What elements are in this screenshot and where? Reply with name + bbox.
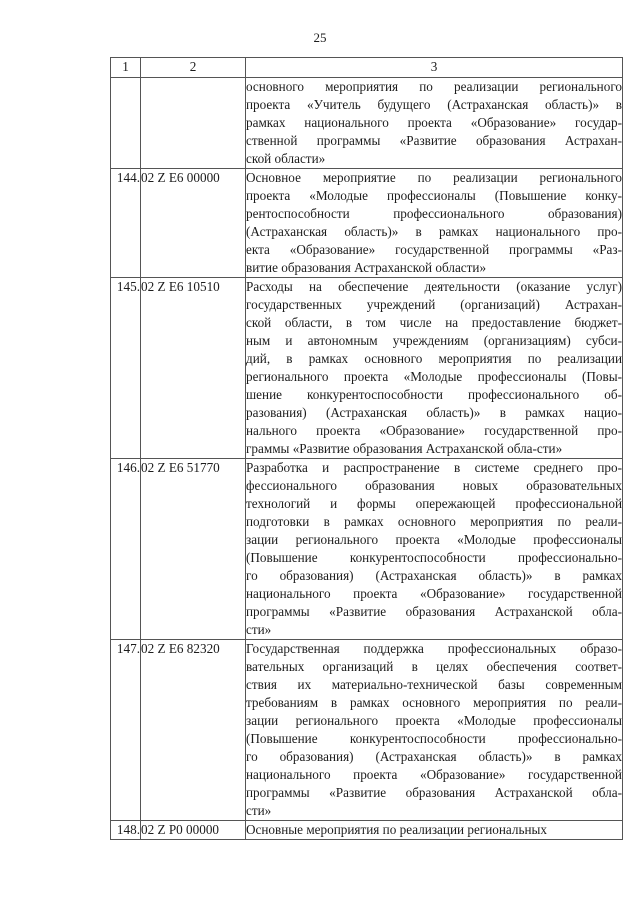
expense-description (246, 78, 623, 169)
table-row (111, 169, 623, 278)
row-number: 148. (111, 821, 141, 840)
classification-code: 02 Z E6 00000 (141, 169, 246, 278)
description-line: рамках национального проекта «Образование» государ- (246, 115, 622, 130)
classification-code: 02 Z E6 10510 (141, 278, 246, 459)
description-line: требованиям в рамках основного мероприятия по реали- (246, 695, 622, 710)
table-body (111, 78, 623, 840)
classification-code: 02 Z E6 51770 (141, 459, 246, 640)
description-line: сти» (246, 622, 272, 637)
description-line: национального проекта «Образование» государственной (246, 767, 622, 782)
description-line: витие образования Астраханской области» (246, 260, 487, 275)
description-line: ской области» (246, 151, 326, 166)
description-line: проекта «Молодые профессионалы (Повышение конку- (246, 188, 622, 203)
description-line: (Повышение конкурентоспособности профессионально- (246, 550, 622, 565)
column-header-1: 1 (111, 58, 141, 78)
description-line: вательных организаций в целях обеспечения соответ- (246, 659, 622, 674)
column-header-2: 2 (141, 58, 246, 78)
description-line: шение конкурентоспособности профессионального об- (246, 387, 622, 402)
row-number: 146. (111, 459, 141, 640)
expense-description (246, 278, 623, 459)
description-line: программы «Развитие образования Астраханской обла- (246, 785, 622, 800)
row-number: 144. (111, 169, 141, 278)
expense-description (246, 821, 623, 840)
classification-code: 02 Z E6 82320 (141, 640, 246, 821)
description-line: ственной программы «Развитие образования Астрахан- (246, 133, 622, 148)
description-line: (Повышение конкурентоспособности профессионально- (246, 731, 622, 746)
table-row (111, 78, 623, 169)
description-line: (Астраханская область)» в рамках национального про- (246, 224, 622, 239)
row-number: 147. (111, 640, 141, 821)
expense-description (246, 169, 623, 278)
description-line: Основное мероприятие по реализации регионального (246, 170, 622, 185)
description-line: подготовки в рамках основного мероприятия по реали- (246, 514, 622, 529)
description-line: Государственная поддержка профессиональных образо- (246, 641, 622, 656)
description-line: дий, в рамках основного мероприятия по реализации (246, 351, 622, 366)
description-line: граммы «Развитие образования Астраханской обла-сти» (246, 441, 563, 456)
page-number: 25 (313, 30, 327, 45)
description-line: разования) (Астраханская область)» в рамках нацио- (246, 405, 622, 420)
description-line: фессионального образования новых образовательных (246, 478, 622, 493)
description-line: регионального проекта «Молодые профессионалы (Повы- (246, 369, 622, 384)
description-line: зации регионального проекта «Молодые профессионалы (246, 532, 622, 547)
classification-code: 02 Z P0 00000 (141, 821, 246, 840)
budget-classification-table (110, 57, 623, 840)
row-number (111, 78, 141, 169)
classification-code (141, 78, 246, 169)
description-line: ствия их материально-технической базы современным (246, 677, 622, 692)
expense-description (246, 640, 623, 821)
description-line: проекта «Учитель будущего (Астраханская область)» в (246, 97, 622, 112)
description-line: Основные мероприятия по реализации региональных (246, 822, 548, 837)
table-row (111, 821, 623, 840)
description-line: Расходы на обеспечение деятельности (оказание услуг) (246, 279, 622, 294)
table-row (111, 640, 623, 821)
table-row (111, 278, 623, 459)
description-line: го образования) (Астраханская область)» в рамках (246, 749, 622, 764)
column-header-3: 3 (246, 58, 623, 78)
description-line: технологий и формы опережающей профессиональной (246, 496, 622, 511)
description-line: государственных учреждений (организаций) Астрахан- (246, 297, 622, 312)
description-line: основного мероприятия по реализации регионального (246, 79, 622, 94)
table-row (111, 459, 623, 640)
row-number: 145. (111, 278, 141, 459)
description-line: ным и автономным учреждениям (организациям) субси- (246, 333, 622, 348)
table-header-row (111, 58, 623, 78)
description-line: го образования) (Астраханская область)» в рамках (246, 568, 622, 583)
description-line: сти» (246, 803, 272, 818)
description-line: екта «Образование» государственной программы «Раз- (246, 242, 622, 257)
description-line: программы «Развитие образования Астраханской обла- (246, 604, 622, 619)
description-line: Разработка и распространение в системе среднего про- (246, 460, 622, 475)
expense-description (246, 459, 623, 640)
description-line: нального проекта «Образование» государственной про- (246, 423, 622, 438)
description-line: зации регионального проекта «Молодые профессионалы (246, 713, 622, 728)
description-line: ской области, в том числе на предоставление бюджет- (246, 315, 622, 330)
description-line: рентоспособности профессионального образования) (246, 206, 622, 221)
description-line: национального проекта «Образование» государственной (246, 586, 622, 601)
